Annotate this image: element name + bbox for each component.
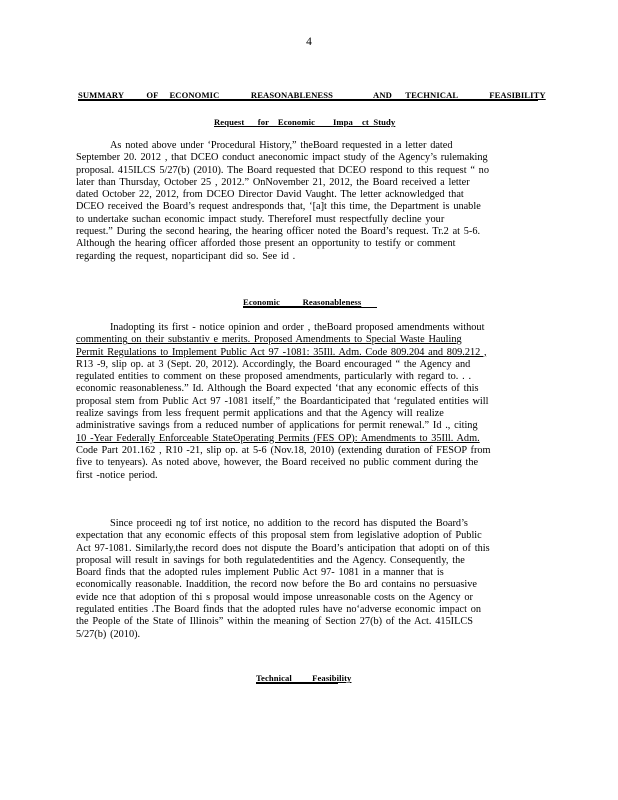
economic-paragraph	[76, 322, 540, 482]
text-line: DCEO received the Board’s request andresponds that, ‘[a]t this time, the Department is unable	[76, 201, 481, 213]
request-heading: Request for Economic Impa ct Study	[214, 117, 396, 127]
text-line: evide nce that adoption of thi s proposal would impose unreasonable costs on the Agency or	[76, 591, 473, 603]
findings-paragraph	[76, 518, 540, 641]
page-number: 4	[306, 36, 312, 48]
economic-reasonableness-heading: Economic Reasonableness	[243, 297, 362, 307]
text-line: proposal will result in savings for both regulatedentities and the Agency. Consequently, the	[76, 554, 465, 566]
text-line: economic reasonableness.” Id. Although the Board expected ‘that any economic effects of this	[76, 383, 479, 395]
summary-heading: SUMMARY OF ECONOMIC REASONABLENESS AND TECHNICAL FEASIBILITY	[78, 90, 546, 100]
text-line: to undertake suchan economic impact study. ThereforeI must respectfully decline your	[76, 213, 445, 225]
text-line: request.” During the second hearing, the hearing officer noted the Board’s request. Tr.2 at 5-6.	[76, 226, 481, 238]
text-line: five to tenyears). As noted above, however, the Board received no public comment during the	[76, 457, 479, 469]
text-line: Since proceedi ng tof irst notice, no addition to the record has disputed the Board’s	[110, 518, 468, 529]
text-line: proposal. 415ILCS 5/27(b) (2010). The Board requested that DCEO respond to this request “ no	[76, 164, 489, 176]
text-line: Although the hearing officer afforded those present an opportunity to testify or comment	[76, 238, 456, 250]
text-line: September 20. 2012 , that DCEO conduct aneconomic impact study of the Agency’s rulemaking	[76, 152, 488, 164]
request-paragraph	[76, 140, 540, 263]
summary-heading-rule	[78, 100, 538, 101]
text-line: later than Thursday, October 25 , 2012.” OnNovember 21, 2012, the Board received a letter	[76, 176, 470, 188]
text-line: realize savings from less frequent permit applications and that the Agency will realize	[76, 408, 444, 420]
text-line: expectation that any economic effects of this proposal stem from legislative adoption of Public	[76, 530, 482, 542]
text-line: first -notice period.	[76, 469, 158, 481]
economic-heading-rule	[243, 307, 377, 308]
text-line: regulated entities .The Board finds that the adopted rules have no‘adverse economic impact on	[76, 604, 482, 616]
text-line: Inadopting its first - notice opinion and order , theBoard proposed amendments without	[110, 322, 485, 333]
text-line: the People of the State of Illinois” within the meaning of Section 27(b) of the Act. 415ILCS	[76, 616, 473, 628]
text-line: 10 -Year Federally Enforceable StateOperating Permits (FES OP): Amendments to 35Ill. Adm.	[76, 432, 480, 444]
text-line: regarding the request, noparticipant did so. See id .	[76, 250, 296, 262]
text-line: Act 97-1081. Similarly,the record does not dispute the Board’s anticipation that adopti on of this	[76, 542, 490, 554]
text-line: Board finds that the adopted rules implement Public Act 97- 1081 in a manner that is	[76, 567, 444, 579]
text-line: economically reasonable. Inaddition, the record now before the Bo ard contains no persuasive	[76, 579, 477, 591]
text-line: regulated entities to comment on these proposed amendments, particularly with regard to. . .	[76, 371, 472, 383]
text-line: R13 -9, slip op. at 3 (Sept. 20, 2012). Accordingly, the Board encouraged “ the Agency and	[76, 358, 471, 370]
text-line: administrative savings from a reduced number of applications for permit renewal.” Id ., citing	[76, 420, 478, 432]
text-line: As noted above under ‘Procedural History,” theBoard requested in a letter dated	[110, 140, 453, 151]
text-line: Code Part 201.162 , R10 -21, slip op. at 5-6 (Nov.18, 2010) (extending duration of FESOP from	[76, 444, 491, 456]
text-line: dated October 22, 2012, from DCEO Director David Vaught. The letter acknowledged that	[76, 189, 464, 201]
text-line: commenting on their substantiv e merits. Proposed Amendments to Special Waste Hauling	[76, 334, 462, 346]
text-line: 5/27(b) (2010).	[76, 628, 141, 640]
technical-feasibility-heading: Technical Feasibility	[256, 673, 352, 683]
technical-heading-rule	[256, 683, 338, 684]
text-line: Permit Regulations to Implement Public Act 97 -1081: 35Ill. Adm. Code 809.204 and 809.212 ,	[76, 346, 487, 358]
text-line: proposal stem from Public Act 97 -1081 itself,” the Boardanticipated that ‘regulated entities will	[76, 395, 489, 407]
